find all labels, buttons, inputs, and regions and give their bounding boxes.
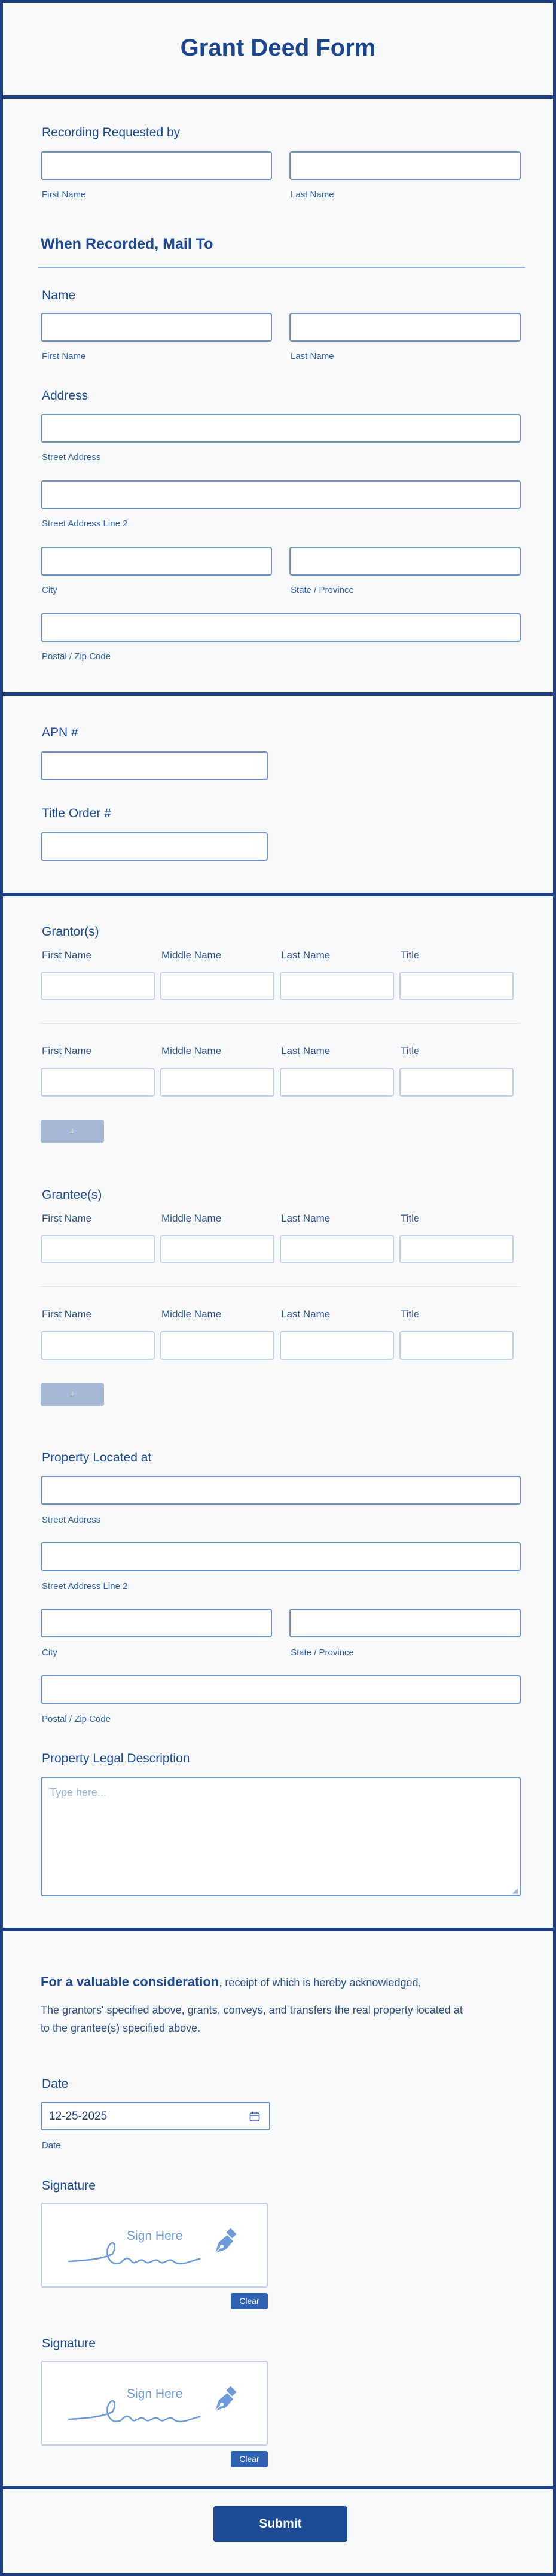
grantor-2-middle-input[interactable]	[160, 1068, 274, 1097]
mail-to-zip-sublabel: Postal / Zip Code	[42, 651, 111, 662]
grantee-2-title-input[interactable]	[399, 1331, 514, 1360]
mail-to-heading: When Recorded, Mail To	[41, 236, 213, 252]
legal-description-label: Property Legal Description	[42, 1752, 190, 1765]
grantee-1-title-input[interactable]	[399, 1235, 514, 1263]
signature-2-prompt: Sign Here	[127, 2387, 183, 2401]
calendar-icon[interactable]	[249, 2111, 261, 2123]
grantors-col-middle: Middle Name	[161, 949, 222, 961]
mail-to-first-name-input[interactable]	[41, 313, 272, 342]
add-grantor-button[interactable]: +	[41, 1120, 104, 1143]
pen-nib-icon	[208, 2227, 240, 2259]
mail-to-street2-input[interactable]	[41, 480, 521, 509]
mail-to-name-label: Name	[42, 288, 76, 302]
signature-2-label: Signature	[42, 2337, 96, 2350]
grantees-col-title: Title	[401, 1308, 420, 1320]
consideration-rest: , receipt of which is hereby acknowledged,	[219, 1977, 421, 1989]
mail-to-street-input[interactable]	[41, 414, 521, 443]
signature-2-pad[interactable]	[41, 2361, 268, 2446]
grantees-col-last: Last Name	[281, 1308, 331, 1320]
mail-to-last-name-sublabel: Last Name	[291, 351, 334, 361]
grantor-1-title-input[interactable]	[399, 972, 514, 1000]
property-city-input[interactable]	[41, 1609, 272, 1637]
consideration-statement	[41, 1974, 421, 1990]
grantor-2-first-input[interactable]	[41, 1068, 155, 1097]
property-city-sublabel: City	[42, 1648, 57, 1658]
title-order-label: Title Order #	[42, 806, 111, 820]
property-street2-input[interactable]	[41, 1542, 521, 1571]
date-label: Date	[42, 2077, 69, 2091]
recording-first-name-sublabel: First Name	[42, 190, 86, 200]
mail-to-zip-input[interactable]	[41, 613, 521, 642]
mail-to-divider	[38, 267, 525, 268]
pen-nib-icon	[208, 2385, 240, 2417]
recording-requested-label: Recording Requested by	[42, 126, 181, 139]
mail-to-first-name-sublabel: First Name	[42, 351, 86, 361]
date-value: 12-25-2025	[49, 2110, 108, 2123]
grantee-2-last-input[interactable]	[280, 1331, 394, 1360]
grantees-col-first: First Name	[42, 1213, 92, 1224]
property-zip-input[interactable]	[41, 1675, 521, 1704]
date-sublabel: Date	[42, 2140, 61, 2151]
textarea-resize-handle[interactable]: ◢	[512, 1886, 518, 1895]
form-title: Grant Deed Form	[180, 35, 376, 61]
grantors-col-first: First Name	[42, 1045, 92, 1056]
grantee-1-last-input[interactable]	[280, 1235, 394, 1263]
grantor-1-last-input[interactable]	[280, 972, 394, 1000]
grantees-col-middle: Middle Name	[161, 1308, 222, 1320]
grantors-col-first: First Name	[42, 949, 92, 961]
property-located-label: Property Located at	[42, 1451, 152, 1464]
grantors-col-last: Last Name	[281, 1045, 331, 1056]
property-street-input[interactable]	[41, 1476, 521, 1505]
mail-to-street2-sublabel: Street Address Line 2	[42, 519, 128, 529]
grantors-col-title: Title	[401, 949, 420, 961]
grantor-2-title-input[interactable]	[399, 1068, 514, 1097]
recording-last-name-sublabel: Last Name	[291, 190, 334, 200]
mail-to-city-sublabel: City	[42, 585, 57, 595]
grantor-1-first-input[interactable]	[41, 972, 155, 1000]
legal-description-placeholder: Type here...	[50, 1786, 107, 1798]
recording-first-name-input[interactable]	[41, 151, 272, 180]
mail-to-state-sublabel: State / Province	[291, 585, 354, 595]
consideration-line-1: The grantors' specified above, grants, conveys, and transfers the real property located at	[41, 2004, 463, 2016]
add-grantee-button[interactable]: +	[41, 1383, 104, 1406]
apn-card	[0, 693, 556, 896]
legal-description-textarea[interactable]	[41, 1777, 521, 1896]
grantors-label: Grantor(s)	[42, 925, 99, 939]
grantee-2-middle-input[interactable]	[160, 1331, 274, 1360]
grantees-label: Grantee(s)	[42, 1188, 102, 1202]
signature-1-pad[interactable]	[41, 2203, 268, 2288]
title-order-input[interactable]	[41, 832, 268, 861]
grantors-col-middle: Middle Name	[161, 1045, 222, 1056]
apn-label: APN #	[42, 726, 78, 739]
grantor-row-divider	[41, 1023, 521, 1024]
grantor-2-last-input[interactable]	[280, 1068, 394, 1097]
consideration-line-2: to the grantee(s) specified above.	[41, 2022, 201, 2034]
signature-1-prompt: Sign Here	[127, 2229, 183, 2243]
apn-input[interactable]	[41, 751, 268, 780]
grantees-col-middle: Middle Name	[161, 1213, 222, 1224]
property-street-sublabel: Street Address	[42, 1515, 101, 1525]
signature-1-clear-button[interactable]: Clear	[231, 2293, 268, 2309]
grantees-col-first: First Name	[42, 1308, 92, 1320]
date-input[interactable]	[41, 2102, 270, 2130]
mail-to-address-label: Address	[42, 389, 88, 403]
property-street2-sublabel: Street Address Line 2	[42, 1581, 128, 1591]
grantors-col-title: Title	[401, 1045, 420, 1056]
consideration-bold: For a valuable consideration	[41, 1974, 219, 1989]
submit-button[interactable]: Submit	[213, 2506, 347, 2542]
mail-to-last-name-input[interactable]	[289, 313, 521, 342]
property-state-sublabel: State / Province	[291, 1648, 354, 1658]
grantees-col-last: Last Name	[281, 1213, 331, 1224]
mail-to-street-sublabel: Street Address	[42, 452, 101, 462]
mail-to-city-input[interactable]	[41, 547, 272, 576]
mail-to-state-input[interactable]	[289, 547, 521, 576]
grantee-2-first-input[interactable]	[41, 1331, 155, 1360]
grantee-1-middle-input[interactable]	[160, 1235, 274, 1263]
grantee-row-divider	[41, 1286, 521, 1287]
recording-last-name-input[interactable]	[289, 151, 521, 180]
property-state-input[interactable]	[289, 1609, 521, 1637]
grantor-1-middle-input[interactable]	[160, 972, 274, 1000]
grantee-1-first-input[interactable]	[41, 1235, 155, 1263]
property-zip-sublabel: Postal / Zip Code	[42, 1714, 111, 1724]
grantors-col-last: Last Name	[281, 949, 331, 961]
grantees-col-title: Title	[401, 1213, 420, 1224]
signature-1-label: Signature	[42, 2179, 96, 2193]
signature-2-clear-button[interactable]: Clear	[231, 2451, 268, 2467]
